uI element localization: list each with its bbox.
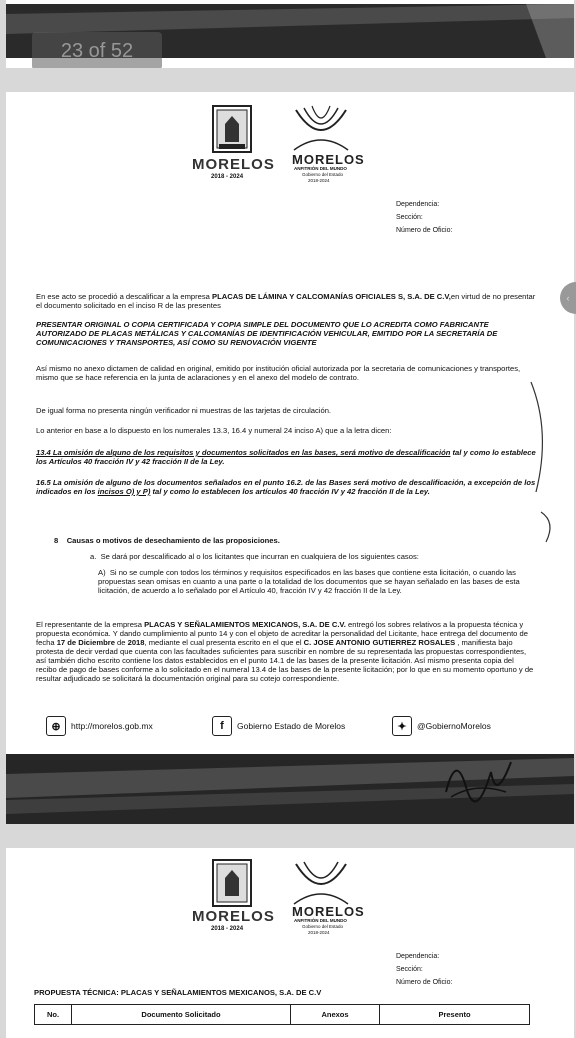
item-letter: A) bbox=[98, 568, 106, 577]
twitter-handle: @GobiernoMorelos bbox=[417, 721, 491, 731]
web-url: http://morelos.gob.mx bbox=[71, 721, 153, 731]
text: incisos O) y P) bbox=[97, 487, 151, 496]
paragraph-representante bbox=[36, 620, 536, 683]
item-letter: a. bbox=[90, 552, 97, 561]
state-name-left: MORELOS bbox=[192, 908, 275, 925]
next-page bbox=[6, 848, 574, 1038]
meta-block bbox=[396, 198, 452, 237]
table-title: PROPUESTA TÉCNICA: PLACAS Y SEÑALAMIENTOS MEXICANOS, S.A. DE C.V bbox=[34, 988, 322, 997]
gov-label: Gobierno del Estado bbox=[302, 172, 344, 177]
facebook-icon: f bbox=[212, 716, 232, 736]
web-link[interactable] bbox=[46, 716, 153, 736]
facebook-name: Gobierno Estado de Morelos bbox=[237, 721, 346, 731]
item-a bbox=[90, 552, 520, 561]
seccion-label: Sección: bbox=[396, 966, 423, 973]
text: entregó los sobres relativos a la propuesta técnica y propuesta económica. Y dando cumplimiento al punto 14 y con el objeto de acreditar la personalidad del Licitante, hace entrega del documento de fecha bbox=[36, 620, 528, 647]
paragraph-base-legal: Lo anterior en base a lo dispuesto en los numerales 13.3, 16.4 y numeral 24 inciso A) que a la letra dicen: bbox=[36, 426, 392, 435]
scroll-handle[interactable]: ‹ bbox=[560, 282, 576, 314]
oficio-label: Número de Oficio: bbox=[396, 227, 453, 234]
meta-block bbox=[396, 950, 452, 989]
period-left: 2018 - 2024 bbox=[211, 174, 244, 180]
slogan: ANFITRIÓN DEL MUNDO bbox=[294, 918, 347, 923]
state-name-right: MORELOS bbox=[292, 152, 365, 167]
paragraph-verificador: De igual forma no presenta ningún verificador ni muestras de las tarjetas de circulación. bbox=[36, 406, 332, 415]
seccion-label: Sección: bbox=[396, 214, 423, 221]
text: , mediante el cual presenta escrito en el que el bbox=[144, 638, 304, 647]
text: tal y como lo establecen los artículos 40 fracción IV y 42 fracción II de la Ley. bbox=[150, 487, 430, 496]
text: de bbox=[114, 638, 128, 647]
twitter-link[interactable] bbox=[392, 716, 491, 736]
header-anexos: Anexos bbox=[291, 1005, 380, 1025]
section-8 bbox=[54, 536, 514, 545]
company-name: PLACAS Y SEÑALAMIENTOS MEXICANOS, S.A. DE C.V. bbox=[144, 620, 346, 629]
morelos-brand-icon bbox=[286, 100, 356, 158]
year: 2018 bbox=[127, 638, 145, 647]
state-name-left: MORELOS bbox=[192, 156, 275, 173]
state-shield-icon bbox=[211, 858, 253, 910]
text: El representante de la empresa bbox=[36, 620, 145, 629]
oficio-label: Número de Oficio: bbox=[396, 979, 453, 986]
period-left: 2018 - 2024 bbox=[211, 926, 244, 932]
table-header-row bbox=[35, 1005, 530, 1025]
twitter-icon: ✦ bbox=[392, 716, 412, 736]
person-name: C. JOSE ANTONIO GUTIERREZ ROSALES bbox=[303, 638, 456, 647]
dependencia-label: Dependencia: bbox=[396, 201, 440, 208]
text: Se dará por descalificado al o los licitantes que incurran en cualquiera de los siguientes casos: bbox=[100, 552, 419, 561]
header-presento: Presento bbox=[380, 1005, 530, 1025]
section-number: 8 bbox=[54, 536, 59, 545]
paragraph-16-5 bbox=[36, 478, 536, 496]
state-shield-icon bbox=[211, 104, 253, 156]
gov-label: Gobierno del Estado bbox=[302, 924, 344, 929]
footer-links bbox=[46, 716, 516, 738]
text: tal y como lo establece los Artículos 40 fracción IV y 42 fracción II de la Ley. bbox=[36, 448, 536, 466]
documents-table bbox=[34, 1004, 530, 1025]
header-no: No. bbox=[35, 1005, 72, 1025]
company-name: PLACAS DE LÁMINA Y CALCOMANÍAS OFICIALES S, S.A. DE C.V, bbox=[212, 292, 451, 301]
text: 16.5 La omisión de alguno de los documentos señalados en el punto 16.2. de las Bases será motivo de descalificación, a excepción de los indicados en los bbox=[36, 478, 536, 496]
handwriting-icon bbox=[511, 372, 571, 552]
signature-icon bbox=[436, 742, 526, 812]
morelos-brand-icon bbox=[286, 854, 356, 910]
page-counter: 23 of 52 bbox=[32, 32, 162, 68]
document-page bbox=[6, 92, 574, 824]
globe-icon: ⊕ bbox=[46, 716, 66, 736]
dependencia-label: Dependencia: bbox=[396, 953, 440, 960]
text: Causas o motivos de desechamiento de las proposiciones. bbox=[66, 536, 280, 545]
paragraph-13-4 bbox=[36, 448, 536, 466]
paragraph-descalificacion bbox=[36, 292, 536, 310]
text: , manifiesta bajo protesta de decir verdad que cuenta con las facultades suficientes para suscribir en nombre de su representada las propuestas correspondientes, así también dicho escrito contiene los datos establecidos en el punto 14.1 de las bases de la presente licitación. Así mismo presenta copia del recibo de pago de bases conforme a lo solicitado en el numeral 13.4 de las bases de la presente licitación; por lo que en su momento oportuno y de resultar adjudicado se solicitará la documentación original para su cotejo correspondiente. bbox=[36, 638, 534, 683]
slogan: ANFITRIÓN DEL MUNDO bbox=[294, 166, 347, 171]
header-documento: Documento Solicitado bbox=[72, 1005, 291, 1025]
period-right: 2018-2024 bbox=[308, 930, 330, 935]
paragraph-requisito: PRESENTAR ORIGINAL O COPIA CERTIFICADA Y COPIA SIMPLE DEL DOCUMENTO QUE LO ACREDITA COMO FABRICANTE AUTORIZADO DE PLACAS METÁLICAS Y CALCOMANÍAS DE IDENTIFICACIÓN VEHICULAR, EMITIDO POR LA SECRETARÍA DE COMUNICACIONES Y TRANSPORTES, ASÍ COMO SU RENOVACIÓN VIGENTE bbox=[36, 320, 498, 347]
text: En ese acto se procedió a descalificar a la empresa bbox=[36, 292, 213, 301]
text: en virtud de no presentar el documento solicitado en el inciso R de las presentes bbox=[36, 292, 536, 310]
text: Si no se cumple con todos los términos y requisitos especificados en las bases que contiene esta licitación, o cuando las propuestas sean omisas en cuanto a una parte o la totalidad de los documentos que se hayan señalado en las bases de esta licitación, de acuerdo a lo señalado por el Artículo 40, fracción IV y 42 fracción II de la Ley. bbox=[98, 568, 520, 595]
item-A bbox=[98, 568, 534, 595]
paragraph-dictamen: Así mismo no anexo dictamen de calidad en original, emitido por institución oficial autorizada por la secretaria de comunicaciones y transportes, mismo que se hace referencia en la junta de aclaraciones y en el anexo del modelo de contrato. bbox=[36, 364, 521, 382]
date: 17 de Diciembre bbox=[56, 638, 115, 647]
text: 13.4 La omisión de alguno de los requisitos y documentos solicitados en las bases, será motivo de descalificación bbox=[36, 448, 451, 457]
period-right: 2018-2024 bbox=[308, 178, 330, 183]
facebook-link[interactable] bbox=[212, 716, 345, 736]
state-name-right: MORELOS bbox=[292, 904, 365, 919]
previous-page bbox=[6, 0, 574, 68]
